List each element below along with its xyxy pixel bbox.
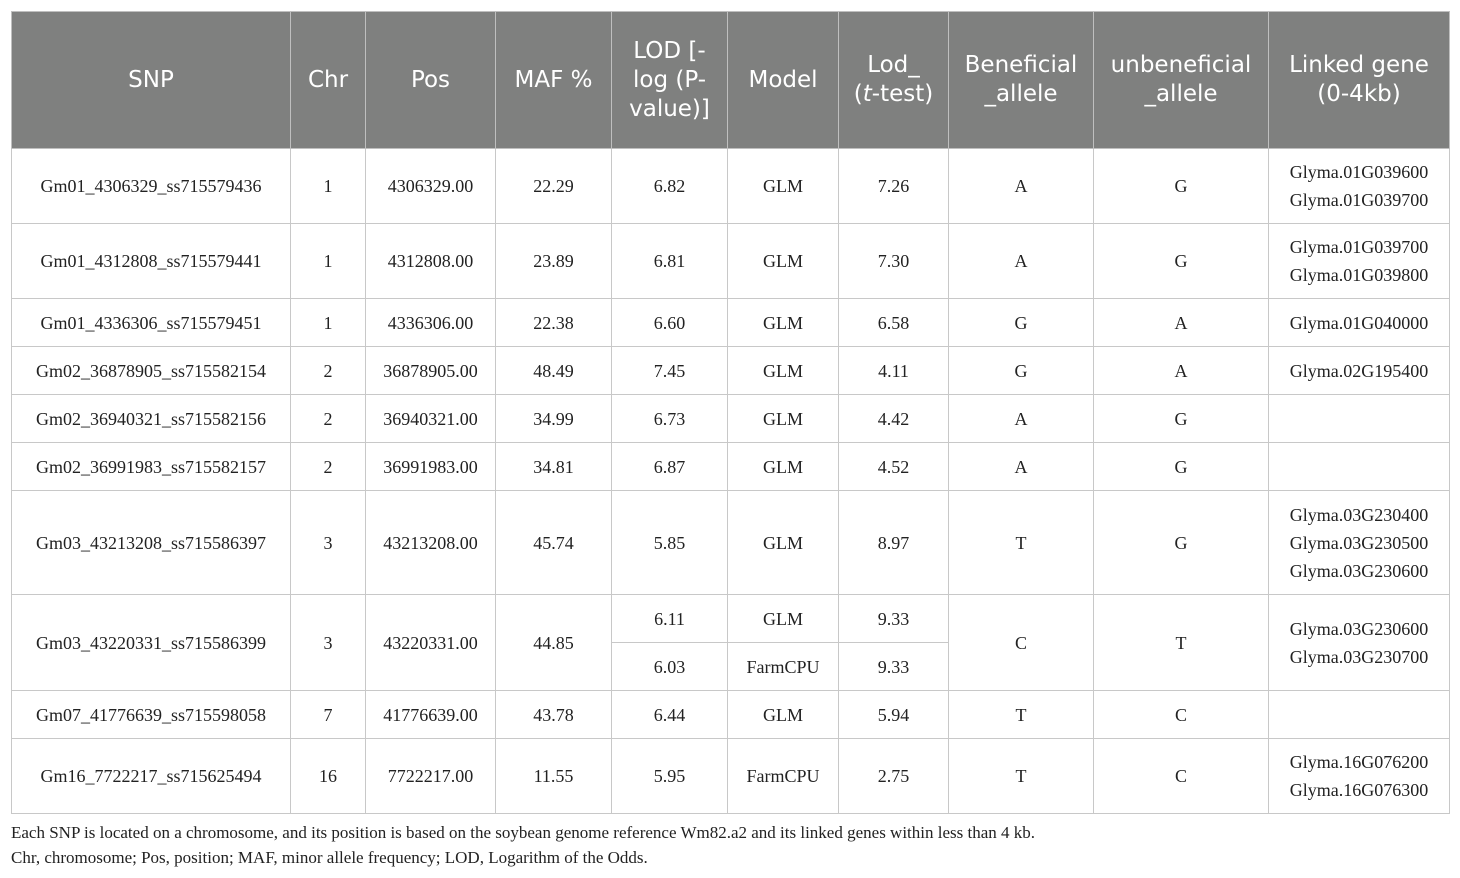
- cell-pos: 36940321.00: [366, 395, 496, 443]
- cell-unbeneficial-allele: G: [1094, 149, 1269, 224]
- cell-chr: 3: [291, 595, 366, 691]
- cell-unbeneficial-allele: G: [1094, 443, 1269, 491]
- cell-chr: 3: [291, 491, 366, 595]
- header-row: [12, 12, 1450, 149]
- cell-maf: 48.49: [496, 347, 612, 395]
- cell-unbeneficial-allele: G: [1094, 395, 1269, 443]
- linked-gene: Glyma.03G230500: [1289, 532, 1429, 553]
- cell-lod-t-test: 6.58: [839, 299, 949, 347]
- cell-lod-t-test: 8.97: [839, 491, 949, 595]
- header-snp: SNP: [12, 12, 291, 149]
- cell-linked-gene: [1269, 149, 1450, 224]
- cell-lod: 6.44: [612, 691, 728, 739]
- snp-table-container: [11, 11, 1449, 814]
- cell-pos: 36991983.00: [366, 443, 496, 491]
- cell-pos: 4312808.00: [366, 224, 496, 299]
- cell-chr: 1: [291, 149, 366, 224]
- cell-maf: 44.85: [496, 595, 612, 691]
- cell-maf: 34.81: [496, 443, 612, 491]
- table-row: [12, 491, 1450, 595]
- cell-maf: 11.55: [496, 739, 612, 814]
- cell-lod-t-test: 5.94: [839, 691, 949, 739]
- cell-pos: 41776639.00: [366, 691, 496, 739]
- linked-gene: Glyma.01G040000: [1289, 312, 1429, 333]
- cell-lod-t-test: 7.30: [839, 224, 949, 299]
- header-unbeneficial-allele: unbeneficial _allele: [1094, 12, 1269, 149]
- table-footnote: [11, 820, 1035, 870]
- table-body: [12, 149, 1450, 814]
- linked-gene: Glyma.03G230400: [1289, 504, 1429, 525]
- cell-model: GLM: [728, 443, 839, 491]
- cell-lod: 6.03: [612, 643, 728, 691]
- cell-lod-t-test: 9.33: [839, 595, 949, 643]
- linked-gene: Glyma.01G039600: [1289, 162, 1429, 182]
- cell-beneficial-allele: C: [949, 595, 1094, 691]
- cell-beneficial-allele: T: [949, 739, 1094, 814]
- cell-maf: 34.99: [496, 395, 612, 443]
- cell-model: GLM: [728, 691, 839, 739]
- table-row: [12, 224, 1450, 299]
- header-linked-gene: Linked gene (0-4kb): [1269, 12, 1450, 149]
- cell-beneficial-allele: T: [949, 691, 1094, 739]
- header-beneficial-allele: Beneficial _allele: [949, 12, 1094, 149]
- cell-chr: 16: [291, 739, 366, 814]
- table-row: [12, 395, 1450, 443]
- cell-linked-gene: [1269, 691, 1450, 739]
- cell-chr: 2: [291, 347, 366, 395]
- cell-model: GLM: [728, 224, 839, 299]
- cell-snp: Gm01_4312808_ss715579441: [12, 224, 291, 299]
- cell-snp: Gm03_43213208_ss715586397: [12, 491, 291, 595]
- table-row: [12, 739, 1450, 814]
- footnote-line-1: Each SNP is located on a chromosome, and its position is based on the soybean genome reference Wm82.a2 and its linked genes within less than 4 kb.: [11, 823, 1036, 842]
- cell-lod: 7.45: [612, 347, 728, 395]
- cell-linked-gene: [1269, 347, 1450, 395]
- cell-maf: 22.38: [496, 299, 612, 347]
- cell-lod: 6.82: [612, 149, 728, 224]
- cell-snp: Gm02_36878905_ss715582154: [12, 347, 291, 395]
- linked-gene: Glyma.16G076200: [1289, 752, 1429, 772]
- cell-lod: 5.85: [612, 491, 728, 595]
- cell-model: FarmCPU: [728, 643, 839, 691]
- linked-gene: Glyma.03G230700: [1289, 646, 1429, 667]
- table-row: [12, 347, 1450, 395]
- cell-maf: 22.29: [496, 149, 612, 224]
- cell-lod-t-test: 4.42: [839, 395, 949, 443]
- linked-gene: Glyma.01G039700: [1289, 190, 1429, 210]
- linked-gene: Glyma.02G195400: [1289, 360, 1429, 381]
- footnote-line-2: Chr, chromosome; Pos, position; MAF, minor allele frequency; LOD, Logarithm of the Odds.: [11, 848, 648, 867]
- cell-lod-t-test: 9.33: [839, 643, 949, 691]
- cell-unbeneficial-allele: C: [1094, 739, 1269, 814]
- cell-linked-gene: [1269, 299, 1450, 347]
- cell-beneficial-allele: T: [949, 491, 1094, 595]
- linked-gene: Glyma.03G230600: [1289, 618, 1429, 639]
- cell-lod: 6.11: [612, 595, 728, 643]
- cell-beneficial-allele: A: [949, 149, 1094, 224]
- cell-lod: 6.81: [612, 224, 728, 299]
- cell-snp: Gm07_41776639_ss715598058: [12, 691, 291, 739]
- cell-unbeneficial-allele: G: [1094, 491, 1269, 595]
- cell-maf: 45.74: [496, 491, 612, 595]
- cell-snp: Gm01_4306329_ss715579436: [12, 149, 291, 224]
- table-row: [12, 595, 1450, 643]
- cell-beneficial-allele: A: [949, 443, 1094, 491]
- cell-model: GLM: [728, 491, 839, 595]
- cell-chr: 2: [291, 395, 366, 443]
- cell-chr: 1: [291, 224, 366, 299]
- cell-linked-gene: [1269, 595, 1450, 691]
- table-row: [12, 299, 1450, 347]
- linked-gene: Glyma.16G076300: [1289, 780, 1429, 800]
- cell-chr: 7: [291, 691, 366, 739]
- cell-beneficial-allele: A: [949, 395, 1094, 443]
- cell-beneficial-allele: G: [949, 299, 1094, 347]
- table-row: [12, 149, 1450, 224]
- cell-snp: Gm02_36991983_ss715582157: [12, 443, 291, 491]
- cell-linked-gene: [1269, 224, 1450, 299]
- linked-gene: Glyma.01G039800: [1289, 265, 1429, 285]
- header-lod: LOD [-log (P-value)]: [612, 12, 728, 149]
- cell-linked-gene: [1269, 491, 1450, 595]
- linked-gene: Glyma.01G039700: [1289, 237, 1429, 257]
- cell-pos: 4336306.00: [366, 299, 496, 347]
- cell-model: GLM: [728, 595, 839, 643]
- cell-beneficial-allele: A: [949, 224, 1094, 299]
- cell-snp: Gm03_43220331_ss715586399: [12, 595, 291, 691]
- cell-unbeneficial-allele: A: [1094, 347, 1269, 395]
- cell-model: GLM: [728, 347, 839, 395]
- cell-maf: 43.78: [496, 691, 612, 739]
- cell-chr: 2: [291, 443, 366, 491]
- cell-pos: 4306329.00: [366, 149, 496, 224]
- cell-unbeneficial-allele: G: [1094, 224, 1269, 299]
- cell-lod-t-test: 7.26: [839, 149, 949, 224]
- cell-chr: 1: [291, 299, 366, 347]
- cell-model: GLM: [728, 299, 839, 347]
- cell-lod: 6.60: [612, 299, 728, 347]
- cell-beneficial-allele: G: [949, 347, 1094, 395]
- header-lod-t-test: Lod_ (t-test): [839, 12, 949, 149]
- cell-maf: 23.89: [496, 224, 612, 299]
- header-model: Model: [728, 12, 839, 149]
- cell-lod: 6.73: [612, 395, 728, 443]
- cell-pos: 7722217.00: [366, 739, 496, 814]
- cell-linked-gene: [1269, 395, 1450, 443]
- table-row: [12, 443, 1450, 491]
- cell-snp: Gm01_4336306_ss715579451: [12, 299, 291, 347]
- cell-lod-t-test: 2.75: [839, 739, 949, 814]
- header-chr: Chr: [291, 12, 366, 149]
- header-pos: Pos: [366, 12, 496, 149]
- cell-linked-gene: [1269, 739, 1450, 814]
- cell-model: GLM: [728, 395, 839, 443]
- cell-unbeneficial-allele: C: [1094, 691, 1269, 739]
- cell-snp: Gm16_7722217_ss715625494: [12, 739, 291, 814]
- cell-linked-gene: [1269, 443, 1450, 491]
- cell-lod-t-test: 4.11: [839, 347, 949, 395]
- cell-unbeneficial-allele: A: [1094, 299, 1269, 347]
- snp-table: [11, 11, 1450, 814]
- cell-pos: 36878905.00: [366, 347, 496, 395]
- cell-lod-t-test: 4.52: [839, 443, 949, 491]
- table-row: [12, 691, 1450, 739]
- cell-lod: 5.95: [612, 739, 728, 814]
- cell-model: GLM: [728, 149, 839, 224]
- header-maf: MAF %: [496, 12, 612, 149]
- cell-unbeneficial-allele: T: [1094, 595, 1269, 691]
- cell-pos: 43213208.00: [366, 491, 496, 595]
- cell-pos: 43220331.00: [366, 595, 496, 691]
- cell-lod: 6.87: [612, 443, 728, 491]
- cell-model: FarmCPU: [728, 739, 839, 814]
- linked-gene: Glyma.03G230600: [1289, 560, 1429, 581]
- cell-snp: Gm02_36940321_ss715582156: [12, 395, 291, 443]
